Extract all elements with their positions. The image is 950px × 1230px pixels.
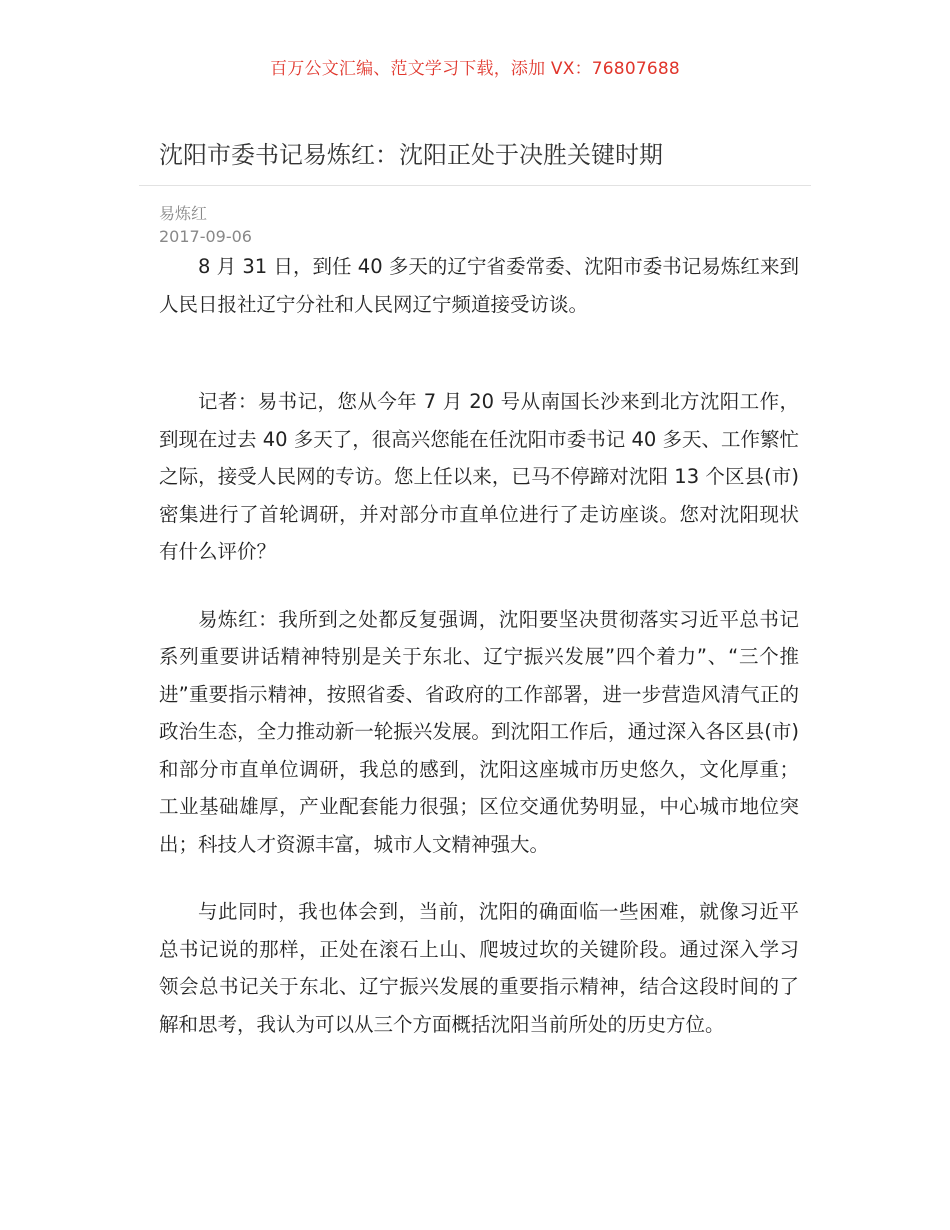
title-divider	[139, 185, 811, 186]
article-author: 易炼红	[159, 204, 208, 223]
article-title: 沈阳市委书记易炼红：沈阳正处于决胜关键时期	[159, 141, 663, 169]
paragraph-spacer	[159, 863, 799, 893]
promo-banner: 百万公文汇编、范文学习下载，添加 VX：76807688	[270, 59, 680, 79]
paragraph-spacer	[159, 323, 799, 383]
paragraph-answer: 易炼红：我所到之处都反复强调，沈阳要坚决贯彻落实习近平总书记系列重要讲话精神特别是关于东北、辽宁振兴发展”四个着力”、“三个推进”重要指示精神，按照省委、省政府的工作部署，进一步营造风清气正的政治生态，全力推动新一轮振兴发展。到沈阳工作后，通过深入各区县(市)和部分市直单位调研，我总的感到，沈阳这座城市历史悠久，文化厚重；工业基础雄厚，产业配套能力很强；区位交通优势明显，中心城市地位突出；科技人才资源丰富，城市人文精神强大。	[159, 607, 799, 856]
paragraph-continuation: 与此同时，我也体会到，当前，沈阳的确面临一些困难，就像习近平总书记说的那样，正处在滚石上山、爬坡过坎的关键阶段。通过深入学习领会总书记关于东北、辽宁振兴发展的重要指示精神，结合这段时间的了解和思考，我认为可以从三个方面概括沈阳当前所处的历史方位。	[159, 900, 799, 1036]
paragraph-question: 记者：易书记，您从今年 7 月 20 号从南国长沙来到北方沈阳工作，到现在过去 40 多天了，很高兴您能在任沈阳市委书记 40 多天、工作繁忙之际，接受人民网的专访。您上任以来，已马不停蹄对沈阳 13 个区县(市)密集进行了首轮调研，并对部分市直单位进行了走访座谈。您对沈阳现状有什么评价？	[159, 390, 799, 563]
article-body	[159, 248, 799, 1043]
paragraph-intro: 8 月 31 日，到任 40 多天的辽宁省委常委、沈阳市委书记易炼红来到人民日报社辽宁分社和人民网辽宁频道接受访谈。	[159, 255, 799, 316]
paragraph-spacer	[159, 571, 799, 601]
article-date: 2017-09-06	[159, 227, 252, 246]
